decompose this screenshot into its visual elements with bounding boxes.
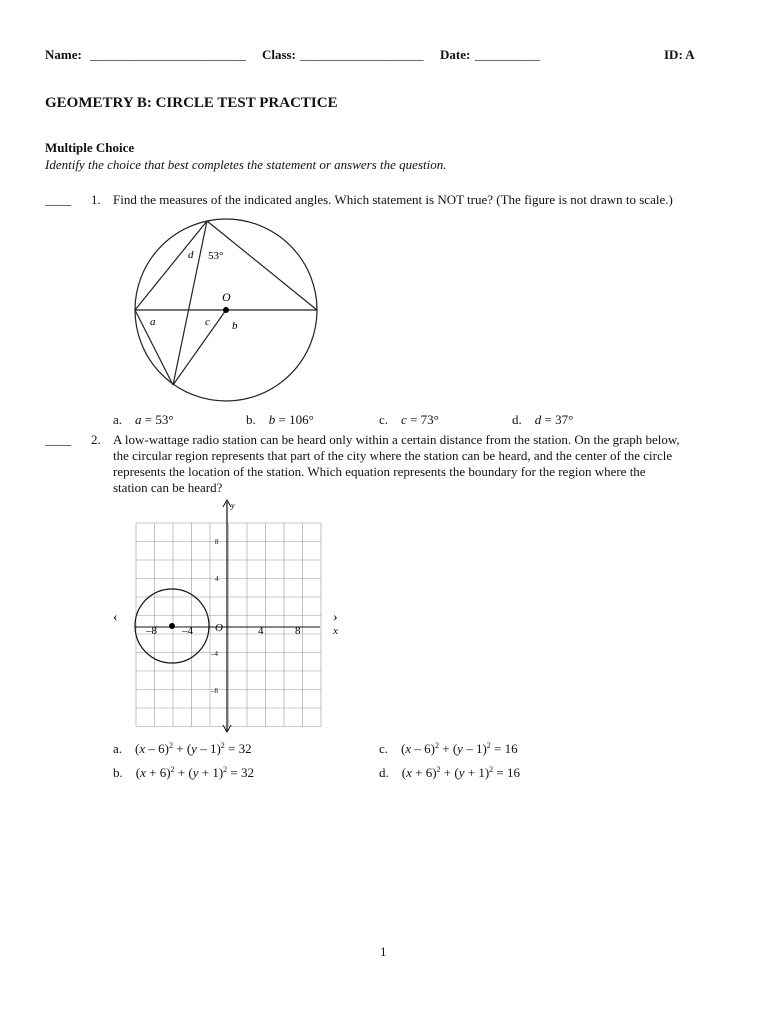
choice-part: + 1): [198, 765, 224, 780]
class-label: Class:: [262, 47, 296, 62]
q1-label-b: b: [232, 320, 238, 332]
section-instructions: Identify the choice that best completes the statement or answers the question.: [45, 157, 447, 172]
choice-part: – 1): [462, 741, 487, 756]
q1-center-dot: [223, 307, 229, 313]
choice-part: + (: [173, 741, 192, 756]
choice-letter: d.: [512, 412, 522, 427]
q2-x-tick-8: 8: [295, 625, 301, 637]
choice-part: (: [135, 765, 141, 780]
choice-exponent: 2: [436, 765, 441, 774]
page-title: GEOMETRY B: CIRCLE TEST PRACTICE: [45, 95, 338, 111]
choice-part: – 6): [145, 741, 169, 756]
choice-var: y: [192, 765, 199, 780]
choice-part: + (: [440, 765, 459, 780]
q1-choice-c[interactable]: [379, 412, 439, 428]
q1-text: Find the measures of the indicated angles. Which statement is NOT true? (The figure is not drawn to scale.): [113, 192, 673, 207]
choice-part: + 6): [145, 765, 171, 780]
name-blank[interactable]: ________________________: [90, 47, 246, 62]
q2-text-line-4: station can be heard?: [113, 480, 223, 495]
choice-exponent: 2: [223, 765, 228, 774]
choice-exponent: 2: [489, 765, 494, 774]
choice-exponent: 2: [220, 741, 225, 750]
q1-answer-blank[interactable]: ____: [45, 192, 71, 207]
choice-letter: d.: [379, 765, 389, 780]
id-label: ID: A: [664, 47, 695, 62]
choice-letter: a.: [113, 741, 123, 756]
choice-letter: c.: [379, 412, 389, 427]
q2-answer-blank[interactable]: ____: [45, 432, 71, 447]
choice-var: y: [191, 741, 197, 756]
q2-text-line-2: the circular region represents that part of the city where the station can be heard, and the center of the circle: [113, 448, 673, 463]
choice-part: + 6): [411, 765, 437, 780]
choice-part: – 6): [411, 741, 435, 756]
q1-label-c: c: [205, 316, 210, 328]
page-number: 1: [380, 944, 387, 959]
choice-part: = 32: [227, 765, 255, 780]
choice-part: = 16: [493, 765, 521, 780]
choice-var: x: [139, 741, 146, 756]
q2-number: 2.: [91, 432, 101, 447]
choice-part: = 16: [490, 741, 518, 756]
choice-letter: c.: [379, 741, 389, 756]
choice-part: + (: [439, 741, 458, 756]
q2-station-dot: [169, 623, 175, 629]
q1-choice-b[interactable]: [246, 412, 314, 428]
choice-part: + 1): [464, 765, 490, 780]
q2-y-tick-neg8: –8: [211, 687, 218, 695]
choice-var: b: [268, 412, 276, 427]
choice-value: = 106°: [275, 412, 314, 427]
q1-label-a: a: [150, 316, 156, 328]
choice-part: = 32: [224, 741, 252, 756]
q2-right-arrow: ›: [333, 610, 338, 625]
choice-var: y: [457, 741, 463, 756]
q2-choice-a[interactable]: [113, 741, 252, 757]
q2-text-line-1: A low-wattage radio station can be heard only within a certain distance from the station. On the graph below,: [113, 432, 680, 447]
q2-choice-d[interactable]: [379, 765, 520, 781]
name-label: Name:: [45, 47, 82, 62]
choice-value: = 37°: [541, 412, 574, 427]
choice-var: d: [534, 412, 542, 427]
q2-y-tick-8: 8: [215, 538, 219, 546]
q2-text-line-3: represents the location of the station. Which equation represents the boundary for the region where the: [113, 464, 646, 479]
choice-part: + (: [174, 765, 193, 780]
q1-choice-d[interactable]: [512, 412, 573, 428]
q1-choice-a[interactable]: [113, 412, 174, 428]
choice-letter: a.: [113, 412, 123, 427]
q1-chord-top-left: [135, 221, 207, 310]
choice-exponent: 2: [170, 765, 175, 774]
date-blank[interactable]: __________: [475, 47, 540, 62]
choice-letter: b.: [113, 765, 123, 780]
q1-label-center: O: [222, 290, 231, 304]
q1-number: 1.: [91, 192, 101, 207]
choice-value: = 53°: [141, 412, 174, 427]
choice-letter: b.: [246, 412, 256, 427]
date-label: Date:: [440, 47, 471, 62]
choice-part: (: [401, 765, 407, 780]
q1-label-angle: 53°: [208, 250, 224, 262]
choice-exponent: 2: [169, 741, 173, 750]
choice-var: y: [458, 765, 465, 780]
choice-exponent: 2: [435, 741, 439, 750]
q2-y-axis-label: y: [231, 501, 235, 510]
q2-y-tick-4: 4: [215, 575, 219, 583]
class-blank[interactable]: ___________________: [300, 47, 424, 62]
choice-part: (: [135, 741, 140, 756]
q2-origin-label: O: [215, 622, 223, 634]
q2-x-tick-4: 4: [258, 625, 264, 637]
q2-coordinate-graph: [105, 496, 355, 738]
q2-left-arrow: ‹: [113, 610, 118, 625]
q2-x-axis-label: x: [333, 625, 338, 637]
q2-choice-b[interactable]: [113, 765, 254, 781]
q2-choice-c[interactable]: [379, 741, 518, 757]
choice-var: x: [140, 765, 146, 780]
choice-part: – 1): [196, 741, 221, 756]
q1-label-d: d: [188, 249, 194, 261]
choice-var: c: [401, 412, 407, 427]
q2-grid: [136, 523, 321, 727]
choice-var: a: [135, 412, 142, 427]
choice-exponent: 2: [486, 741, 491, 750]
q2-x-tick-neg8: –8: [146, 625, 157, 637]
section-heading: Multiple Choice: [45, 140, 135, 155]
choice-var: x: [405, 741, 412, 756]
choice-var: x: [406, 765, 412, 780]
choice-value: = 73°: [406, 412, 439, 427]
q1-circle-figure: [130, 215, 340, 410]
q2-x-tick-neg4: –4: [182, 625, 193, 637]
q2-y-tick-neg4: –4: [211, 650, 218, 658]
choice-part: (: [401, 741, 406, 756]
